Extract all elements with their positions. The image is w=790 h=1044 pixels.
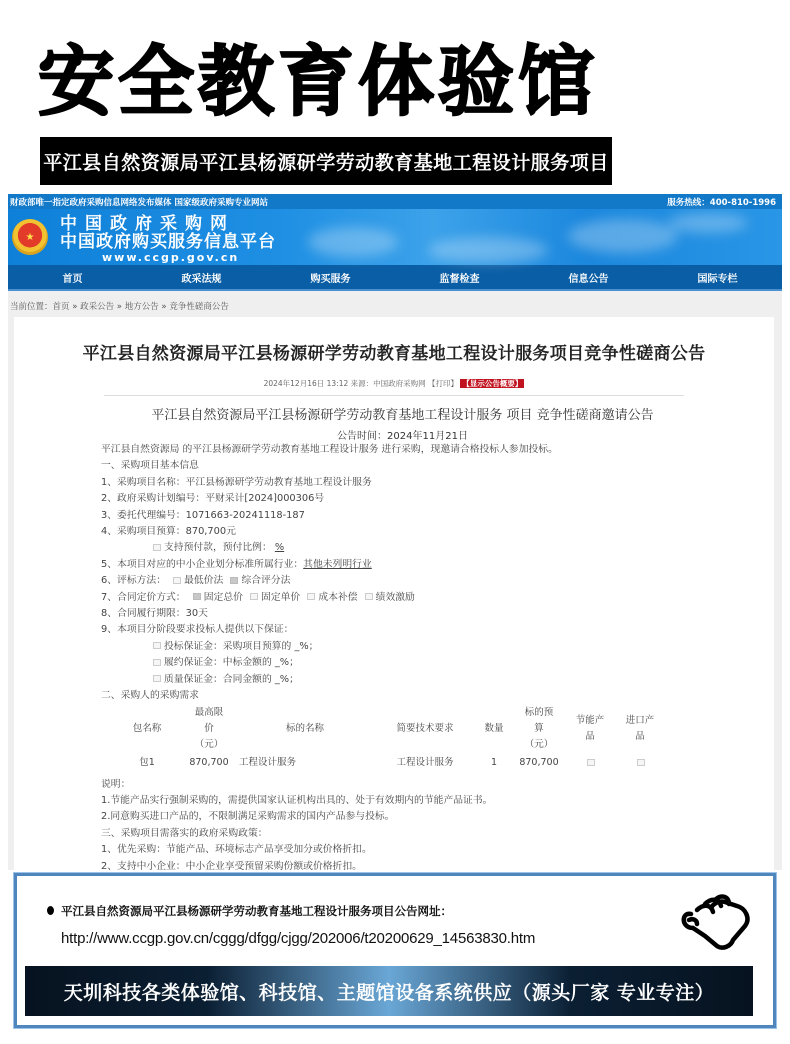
item-guarantees: 9、本项目分阶段要求投标人提供以下保证： [101,624,294,636]
doc-date: 公告时间：2024年11月21日 [337,431,468,442]
col-max-price-line3: （元） [194,738,224,750]
col-max-price-line1: 最高限 [194,706,224,718]
note-2: 2.同意购买进口产品的，不限制满足采购需求的国内产品参与投标。 [101,811,395,823]
pricing-label: 7、合同定价方式： [101,591,186,603]
col-import-line1: 进口产 [625,714,655,726]
cell-package: 包1 [139,756,155,768]
cell-max-price: 870,700 [189,756,229,768]
performance-bond-label: 履约保证金：中标金额的 _%； [164,657,299,669]
policy-2: 2、支持中小企业：中小企业享受预留采购份额或价格折扣。 [101,860,362,872]
nav-home[interactable]: 首页 [62,273,83,285]
col-tech-requirements: 简要技术要求 [396,722,454,734]
item-industry [101,557,734,573]
col-budget [513,705,565,753]
source: 来源：中国政府采购网 [350,379,426,388]
performance-incentive-label: 绩效激励 [375,591,415,603]
site-header [8,209,782,265]
logo-domain: www.ccgp.gov.cn [102,251,240,264]
policy-1: 1、优先采购：节能产品、环境标志产品享受加分或价格折扣。 [101,844,372,856]
bid-bond-row [101,639,734,655]
lowest-price-label: 最低价法 [184,575,224,587]
bid-bond-label: 投标保证金：采购项目预算的 _%； [164,640,319,652]
hotline: 服务热线：400-810-1996 [667,197,776,208]
article-meta [14,378,774,389]
col-energy-line2: 品 [585,730,595,742]
col-quantity: 数量 [484,722,504,734]
col-budget-line2: 算 [534,722,544,734]
energy-checkbox[interactable] [587,759,595,766]
logo-line-1: 中国政府采购网 [60,214,235,234]
print-link[interactable]: 【打印】 [428,379,459,388]
article [14,317,774,877]
col-max-price-line2: 价 [204,722,214,734]
article-title: 平江县自然资源局平江县杨源研学劳动教育基地工程设计服务项目竞争性磋商公告 [82,344,706,364]
quality-bond-checkbox[interactable] [153,675,161,682]
composite-score-checkbox[interactable] [230,577,238,584]
fixed-total-label: 固定总价 [203,591,243,603]
performance-incentive-checkbox[interactable] [365,593,373,600]
item-budget: 4、采购项目预算：870,700元 [101,526,236,538]
cost-compensation-checkbox[interactable] [307,593,315,600]
cell-quantity: 1 [490,756,498,768]
site-logo[interactable] [60,215,276,264]
col-max-price [183,705,235,753]
document-body [14,404,774,891]
nav-purchase-services[interactable]: 购买服务 [310,273,351,285]
url-label: 平江县自然资源局平江县杨源研学劳动教育基地工程设计服务项目公告网址： [61,904,452,918]
item-pricing-method [101,590,734,606]
bullet-icon [47,906,54,915]
fixed-unit-checkbox[interactable] [250,593,258,600]
hero-title: 安全教育体验馆 [38,37,598,126]
performance-bond-row [101,655,734,671]
divider [104,395,684,396]
section-heading: 二、采购人的采购需求 [101,690,199,702]
col-package: 包名称 [132,722,162,734]
fixed-unit-label: 固定单价 [261,591,301,603]
announcement-url[interactable]: http://www.ccgp.gov.cn/cggg/dfgg/cjgg/202006/t20200629_14563830.htm [61,930,536,947]
info-panel [14,873,776,1028]
performance-bond-checkbox[interactable] [153,659,161,666]
nav-announcements[interactable]: 信息公告 [568,273,609,285]
nav-supervision[interactable]: 监督检查 [439,273,480,285]
item-contract-period: 8、合同履行期限：30天 [101,608,208,620]
company-slogan-bar: 天圳科技各类体验馆、科技馆、主题馆设备系统供应（源头厂家 专业专注） [25,966,753,1016]
quality-bond-label: 质量保证金：合同金额的 _%； [164,673,299,685]
logo-line-2: 中国政府购买服务信息平台 [60,232,276,252]
requirements-table [111,705,665,773]
section-heading: 一、采购项目基本信息 [101,460,199,472]
item-agent-number: 3、委托代理编号：1071663-20241118-187 [101,509,305,521]
publish-datetime: 2024年12月16日 13:12 [263,379,349,388]
prepayment-label: 支持预付款，预付比例： [164,542,272,554]
bid-bond-checkbox[interactable] [153,642,161,649]
table-header-row [111,705,665,753]
item-project-name: 1、采购项目名称：平江县杨源研学劳动教育基地工程设计服务 [101,476,372,488]
pointing-hand-icon [675,890,755,952]
cost-compensation-label: 成本补偿 [318,591,358,603]
col-import-line2: 品 [635,730,645,742]
note-label: 说明： [101,778,131,790]
cell-tech: 工程设计服务 [396,756,454,768]
project-banner: 平江县自然资源局平江县杨源研学劳动教育基地工程设计服务项目 [40,137,612,185]
show-summary-button[interactable]: 【显示公告概要】 [462,379,523,388]
col-budget-line3: （元） [524,738,554,750]
prepayment-checkbox[interactable] [153,544,161,551]
intro: 平江县自然资源局 的平江县杨源研学劳动教育基地工程设计服务 进行采购，现邀请合格投标人参加投标。 [101,444,558,455]
site-nav [8,265,782,291]
cell-budget: 870,700 [519,756,559,768]
quality-bond-row [101,672,734,688]
table-row [111,753,665,773]
section-heading: 三、采购项目需落实的政府采购政策： [101,827,268,839]
item-evaluation-method [101,573,734,589]
fixed-total-checkbox[interactable] [193,593,201,600]
cell-item-name: 工程设计服务 [239,756,297,768]
cell-energy [565,753,615,773]
topbar-slogan: 财政部唯一指定政府采购信息网络发布媒体 国家级政府采购专业网站 [10,197,268,208]
prepayment-ratio: % [274,542,285,554]
col-item-name: 标的名称 [285,722,324,734]
col-energy-saving [565,705,615,753]
site-topbar [8,194,782,209]
composite-score-label: 综合评分法 [241,575,291,587]
item-plan-number: 2、政府采购计划编号：平财采计[2024]000306号 [101,493,325,505]
cell-import [615,753,665,773]
national-emblem-icon: ★ [12,219,48,255]
col-energy-line1: 节能产 [575,714,605,726]
prepayment-row [101,540,734,556]
evaluation-label: 6、评标方法： [101,575,167,587]
doc-title: 平江县自然资源局平江县杨源研学劳动教育基地工程设计服务 项目 竞争性磋商邀请公告 [151,408,654,423]
industry-value: 其他未列明行业 [303,558,372,570]
lowest-price-checkbox[interactable] [173,577,181,584]
note-1: 1.节能产品实行强制采购的，需提供国家认证机构出具的、处于有效期内的节能产品证书。 [101,794,493,806]
col-imported [615,705,665,753]
breadcrumb[interactable]: 当前位置：首页 » 政采公告 » 地方公告 » 竞争性磋商公告 [10,302,229,312]
industry-label: 5、本项目对应的中小企业划分标准所属行业： [101,558,304,570]
nav-regulations[interactable]: 政采法规 [181,273,222,285]
nav-international[interactable]: 国际专栏 [697,273,738,285]
import-checkbox[interactable] [637,759,645,766]
col-budget-line1: 标的预 [524,706,554,718]
ccgp-site-screenshot [8,194,782,870]
